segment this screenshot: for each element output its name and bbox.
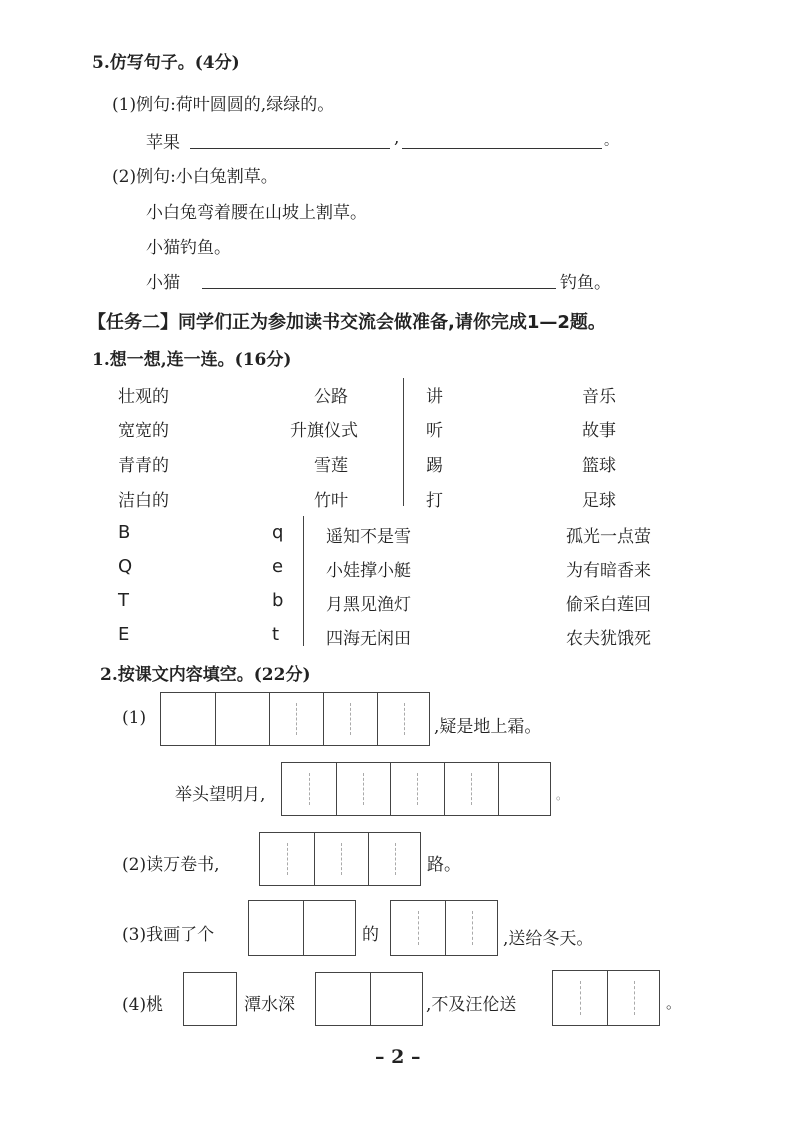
- q1-poem-a-1: 小娃撑小艇: [326, 561, 411, 581]
- q2-p4-answer-boxes-2[interactable]: [315, 972, 423, 1026]
- q1-left-a-0: 壮观的: [118, 387, 169, 407]
- q2-p4-label: (4)桃: [122, 995, 164, 1015]
- q1-poem-b-3: 农夫犹饿死: [566, 629, 651, 649]
- q1-poem-a-2: 月黑见渔灯: [326, 595, 411, 615]
- q2-p1b-before: 举头望明月,: [175, 785, 266, 805]
- q1-title: 1.想一想,连一连。(16分): [92, 350, 292, 370]
- task2-title: 【任务二】同学们正为参加读书交流会做准备,请你完成1—2题。: [88, 312, 606, 333]
- q5-example-1: (1)例句:荷叶圆圆的,绿绿的。: [112, 95, 335, 115]
- q1-left-a-1: 宽宽的: [118, 421, 169, 441]
- q2-p2-label: (2)读万卷书,: [122, 855, 220, 875]
- q5-ex1-blank-1[interactable]: [190, 148, 390, 149]
- q2-p4-mid1: 潭水深: [244, 995, 295, 1015]
- q2-p4-mid2: ,不及汪伦送: [426, 995, 517, 1015]
- q1-left-b-1: 升旗仪式: [290, 421, 358, 441]
- q2-p3-answer-boxes-1[interactable]: [248, 900, 356, 956]
- q1-lower-2: b: [272, 590, 284, 611]
- q2-p3-mid: 的: [362, 925, 379, 945]
- q1-poem-b-2: 偷采白莲回: [566, 595, 651, 615]
- q1-left-a-2: 青青的: [118, 456, 169, 476]
- q5-ex1-blank-2[interactable]: [402, 148, 602, 149]
- q1-poem-b-1: 为有暗香来: [566, 561, 651, 581]
- q1-left-b-2: 雪莲: [314, 456, 348, 476]
- q1-poem-a-3: 四海无闲田: [326, 629, 411, 649]
- q2-p2-after: 路。: [427, 855, 461, 875]
- q2-p1b-after: 。: [556, 788, 569, 802]
- q1-left-b-3: 竹叶: [314, 491, 348, 511]
- q2-p1-answer-boxes[interactable]: [160, 692, 430, 746]
- q1-divider-bottom: [303, 516, 304, 646]
- q5-ex2-line1: 小白兔弯着腰在山坡上割草。: [146, 203, 367, 223]
- page-number: – 2 –: [375, 1046, 421, 1068]
- q2-p4-answer-boxes-3[interactable]: [552, 970, 660, 1026]
- q1-left-a-3: 洁白的: [118, 491, 169, 511]
- q1-cap-2: T: [118, 590, 129, 611]
- q1-right-a-2: 踢: [426, 456, 443, 476]
- q1-right-a-1: 听: [426, 421, 443, 441]
- q2-p3-answer-boxes-2[interactable]: [390, 900, 498, 956]
- q5-example-2: (2)例句:小白兔割草。: [112, 167, 278, 187]
- q2-p1b-answer-boxes[interactable]: [281, 762, 551, 816]
- q1-cap-3: E: [118, 624, 130, 645]
- q5-ex2-blank[interactable]: [202, 288, 556, 289]
- q2-p4-after: 。: [666, 994, 682, 1012]
- q1-right-a-0: 讲: [426, 387, 443, 407]
- q2-p1-label: (1): [122, 708, 147, 728]
- q1-lower-0: q: [272, 522, 284, 543]
- q1-right-a-3: 打: [426, 491, 443, 511]
- q5-title: 5.仿写句子。(4分): [92, 53, 240, 73]
- q5-ex1-comma: ,: [394, 128, 400, 148]
- q1-cap-0: B: [118, 522, 131, 543]
- q1-poem-b-0: 孤光一点萤: [566, 527, 651, 547]
- q1-lower-1: e: [272, 556, 284, 577]
- q2-title: 2.按课文内容填空。(22分): [100, 665, 311, 685]
- q1-poem-a-0: 遥知不是雪: [326, 527, 411, 547]
- q5-ex2-line2: 小猫钓鱼。: [146, 238, 231, 258]
- q1-right-b-3: 足球: [582, 491, 616, 511]
- q1-right-b-2: 篮球: [582, 456, 616, 476]
- q2-p4-answer-box-1[interactable]: [183, 972, 237, 1026]
- q5-ex2-start: 小猫: [146, 273, 180, 293]
- q1-right-b-1: 故事: [582, 421, 616, 441]
- q1-left-b-0: 公路: [314, 387, 348, 407]
- q2-p2-answer-boxes[interactable]: [259, 832, 421, 886]
- q2-p3-after: ,送给冬天。: [503, 929, 594, 949]
- q1-cap-1: Q: [118, 556, 133, 577]
- q5-ex1-start: 苹果: [146, 133, 180, 153]
- q2-p3-label: (3)我画了个: [122, 925, 215, 945]
- q1-lower-3: t: [272, 624, 280, 645]
- q2-p1-after: ,疑是地上霜。: [434, 717, 542, 737]
- q1-divider-top: [403, 378, 404, 506]
- q5-ex2-end: 钓鱼。: [560, 273, 611, 293]
- q5-ex1-end: 。: [604, 133, 618, 149]
- q1-right-b-0: 音乐: [582, 387, 616, 407]
